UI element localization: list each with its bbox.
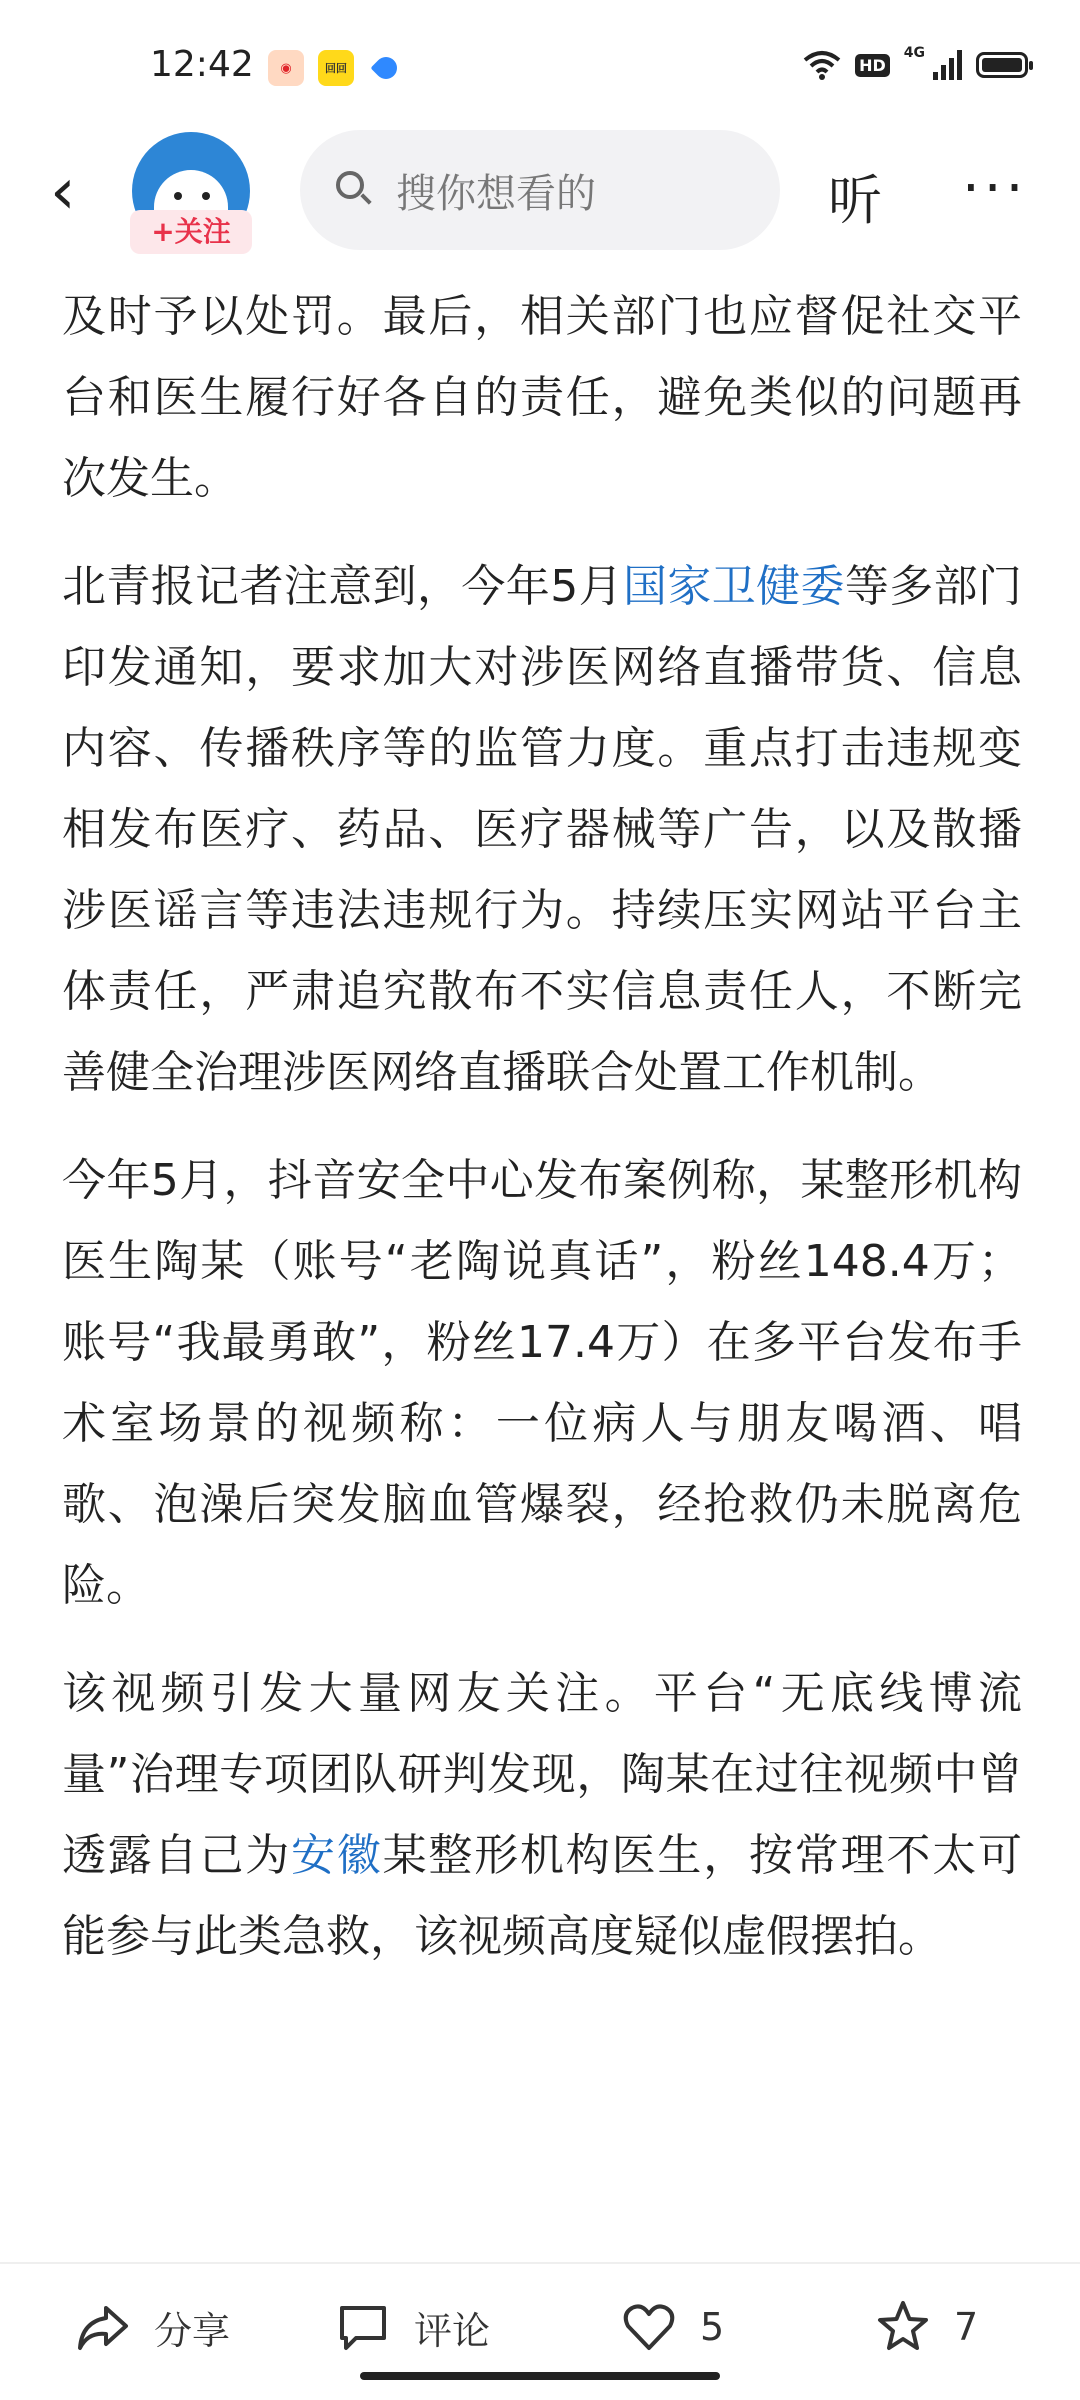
search-placeholder: 搜你想看的 (396, 170, 596, 217)
favorite-button[interactable] (874, 2298, 978, 2356)
listen-button[interactable]: 听 (828, 169, 882, 232)
news-app-icon: 回回 (318, 50, 354, 86)
status-bar (0, 0, 1080, 130)
battery-icon (976, 52, 1028, 78)
comment-icon (334, 2298, 392, 2356)
top-nav (0, 130, 1080, 260)
signal-icon (933, 50, 962, 80)
paragraph-3: 今年5月，抖音安全中心发布案例称，某整形机构医生陶某（账号“老陶说真话”，粉丝148.4万；账号“我最勇敢”，粉丝17.4万）在多平台发布手术室场景的视频称：一位病人与朋友喝酒、唱歌、泡澡后突发脑血管爆裂，经抢救仍未脱离危险。 (62, 1155, 1022, 1611)
search-input[interactable] (300, 130, 780, 250)
follow-button[interactable]: +关注 (130, 210, 252, 254)
like-button[interactable] (620, 2298, 724, 2356)
comment-label: 评论 (414, 2308, 491, 2353)
share-icon (74, 2298, 132, 2356)
paragraph-2 (62, 546, 1022, 1113)
notification-icons (268, 50, 404, 86)
weibo-icon: ◉ (268, 50, 304, 86)
share-button[interactable] (74, 2298, 230, 2356)
status-time: 12:42 (150, 44, 254, 85)
paragraph-4-text-a: 该视频引发大量网友关注。平台“无底线博流量”治理专项团队研判发现，陶某在过往视频中曾透露自己为 (62, 1668, 1022, 1881)
paragraph-4-text-b: 某整形机构医生，按常理不太可能参与此类急救，该视频高度疑似虚假摆拍。 (62, 1830, 1023, 1962)
paragraph-2-text-a: 北青报记者注意到，今年5月 (62, 561, 623, 612)
star-icon (874, 2298, 932, 2356)
favorite-count: 7 (954, 2305, 979, 2349)
paragraph-1: 及时予以处罚。最后，相关部门也应督促社交平台和医生履行好各自的责任，避免类似的问题再次发生。 (62, 291, 1022, 504)
share-label: 分享 (154, 2308, 231, 2353)
heart-icon (620, 2298, 678, 2356)
paragraph-4 (62, 1653, 1022, 1977)
bottom-divider (0, 2262, 1080, 2264)
like-count: 5 (700, 2305, 725, 2349)
bottom-action-bar (0, 2280, 1080, 2380)
more-icon[interactable]: ··· (962, 156, 1028, 221)
blue-app-icon (368, 50, 404, 86)
network-type: 4G (903, 45, 925, 61)
comment-button[interactable] (334, 2298, 490, 2356)
wifi-icon (803, 50, 841, 80)
link-anhui[interactable]: 安徽 (291, 1830, 383, 1881)
back-icon[interactable]: ‹ (50, 155, 76, 229)
search-icon (336, 171, 374, 209)
hd-icon: HD (855, 54, 890, 77)
article-body (62, 276, 1022, 2004)
paragraph-2-text-b: 等多部门印发通知，要求加大对涉医网络直播带货、信息内容、传播秩序等的监管力度。重点打击违规变相发布医疗、药品、医疗器械等广告，以及散播涉医谣言等违法违规行为。持续压实网站平台主体责任，严肃追究散布不实信息责任人，不断完善健全治理涉医网络直播联合处置工作机制。 (62, 561, 1023, 1098)
home-indicator[interactable] (360, 2372, 720, 2380)
link-nhc[interactable]: 国家卫健委 (622, 561, 845, 612)
status-indicators (803, 45, 1028, 80)
